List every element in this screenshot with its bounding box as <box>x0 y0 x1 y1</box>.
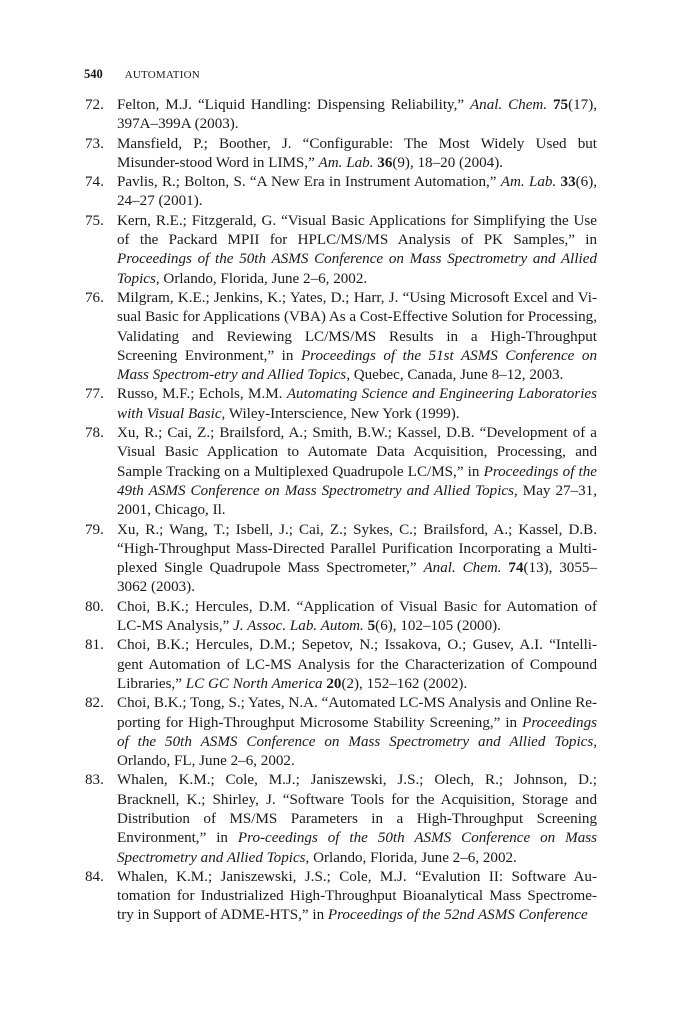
reference-item <box>85 424 597 520</box>
reference-number: 74. <box>85 174 104 191</box>
reference-segment: Pavlis, R.; Bolton, S. “A New Era in Instrument Automation,” <box>117 174 501 191</box>
italic-title: Automating Science and Engineering Laboratories with Visual Basic <box>117 386 597 422</box>
reference-number: 77. <box>85 386 104 403</box>
italic-title: Am. Lab. <box>318 154 374 171</box>
reference-text <box>117 637 597 692</box>
reference-number: 78. <box>85 425 104 442</box>
reference-segment: , May 27–31, 2001, Chicago, Il. <box>117 482 598 519</box>
volume-number: 36 <box>377 154 393 171</box>
reference-segment: Kern, R.E.; Fitzgerald, G. “Visual Basic Applications for Simplifying the Use of the Packard MPII for HPLC/MS/MS Analysis of PK Samples,” in <box>117 212 597 249</box>
italic-title: Am. Lab. <box>500 174 557 191</box>
volume-number: 20 <box>326 675 342 692</box>
reference-segment: Russo, M.F.; Echols, M.M. <box>117 386 287 403</box>
italic-title: Proceedings of the 50th ASMS Conference on Mass Spectrometry and Allied Topics <box>117 714 597 750</box>
reference-number: 72. <box>85 97 104 113</box>
reference-item <box>85 771 597 867</box>
reference-number: 73. <box>85 135 104 152</box>
reference-segment: Choi, B.K.; Hercules, D.M.; Sepetov, N.; Issakova, O.; Gusev, A.I. “Intelli-gent Automation of LC-MS Analysis for the Characterization of Compound Libraries,” <box>117 637 597 692</box>
reference-segment: Whalen, K.M.; Janiszewski, J.S.; Cole, M.J. “Evalution II: Software Au-tomation for Industrialized High-Throughput Bioanalytical Mass Spectrome-try in Support of ADME-HTS,” in <box>117 868 597 924</box>
reference-segment: Choi, B.K.; Hercules, D.M. “Application of Visual Basic for Automation of LC-MS Analysis,” <box>117 598 597 635</box>
reference-text <box>117 97 597 132</box>
section-title: AUTOMATION <box>124 69 200 81</box>
volume-number: 5 <box>367 618 376 635</box>
reference-item <box>85 289 597 385</box>
reference-segment: (13), 3055–3062 (2003). <box>117 560 597 596</box>
reference-segment: (2), 152–162 (2002). <box>341 675 468 692</box>
reference-text <box>117 772 597 865</box>
italic-title: Proceedings of the 49th ASMS Conference on Mass Spectrometry and Allied Topics <box>117 463 597 499</box>
italic-title: Anal. Chem. <box>423 560 502 577</box>
italic-title: Proceedings of the 51st ASMS Conference on Mass Spectrom-etry and Allied Topics <box>117 347 597 384</box>
reference-segment: , Orlando, Florida, June 2–6, 2002. <box>155 270 368 287</box>
reference-item <box>85 96 597 135</box>
reference-text <box>117 386 597 421</box>
reference-text <box>117 425 597 518</box>
italic-title: J. Assoc. Lab. Autom. <box>233 618 364 635</box>
reference-segment: Xu, R.; Cai, Z.; Brailsford, A.; Smith, B.W.; Kassel, D.B. “Development of a Visual Basic Application to Automate Data Acquisition, Processing, and Sample Tracking on a Multiplexed Quadrupole LC/MS,” in <box>117 425 597 480</box>
reference-text <box>117 136 597 171</box>
volume-number: 74 <box>508 560 524 577</box>
reference-item <box>85 694 597 771</box>
reference-segment: , Orlando, Florida, June 2–6, 2002. <box>305 849 517 866</box>
reference-number: 76. <box>85 289 104 306</box>
italic-title: Anal. Chem. <box>469 97 548 113</box>
reference-text <box>117 869 597 924</box>
italic-title: Pro-ceedings of the 50th ASMS Conference on Mass Spectrometry and Allied Topics <box>117 830 597 866</box>
reference-segment: Milgram, K.E.; Jenkins, K.; Yates, D.; Harr, J. “Using Microsoft Excel and Vi-sual Basic for Applications (VBA) As a Cost-Effective Solution for Processing, Validating and Reviewing LC/MS/MS Results in a High-Throughput Screening Environment,” in <box>117 289 597 364</box>
reference-item <box>85 212 597 289</box>
reference-number: 84. <box>85 868 104 885</box>
reference-text <box>117 290 597 383</box>
running-head <box>84 66 200 83</box>
reference-item <box>85 868 597 926</box>
reference-text <box>117 599 597 634</box>
reference-text <box>117 695 597 769</box>
reference-segment: , Quebec, Canada, June 8–12, 2003. <box>346 367 564 384</box>
reference-segment: Whalen, K.M.; Cole, M.J.; Janiszewski, J.S.; Olech, R.; Johnson, D.; Bracknell, K.; Shirley, J. “Software Tools for the Acquisition, Storage and Distribution of MS/MS Parameters in a High-Throughput Screening Environment,” in <box>117 772 597 847</box>
reference-item <box>85 173 597 212</box>
reference-item <box>85 636 597 694</box>
reference-segment: , Wiley-Interscience, New York (1999). <box>221 405 460 422</box>
reference-segment: , Orlando, FL, June 2–6, 2002. <box>117 733 597 770</box>
reference-number: 80. <box>85 598 104 615</box>
reference-segment: Xu, R.; Wang, T.; Isbell, J.; Cai, Z.; Sykes, C.; Brailsford, A.; Kassel, D.B. “High-Throughput Mass-Directed Parallel Purification Incorporating a Multi-plexed Single Quadrupole Mass Spectrometer,” <box>117 521 597 577</box>
italic-title: Proceedings of the 52nd ASMS Conference <box>327 907 588 924</box>
reference-number: 83. <box>85 772 104 789</box>
reference-segment: Felton, M.J. “Liquid Handling: Dispensing Reliability,” <box>117 97 470 113</box>
reference-segment: Choi, B.K.; Tong, S.; Yates, N.A. “Automated LC-MS Analysis and Online Re-porting for High-Throughput Microsome Stability Screening,” in <box>117 695 597 731</box>
reference-segment: (9), 18–20 (2004). <box>392 154 504 171</box>
page-number: 540 <box>84 67 103 81</box>
italic-title: LC GC North America <box>185 675 323 692</box>
reference-list <box>85 96 597 926</box>
reference-segment: Mansfield, P.; Boother, J. “Configurable: The Most Widely Used but Misunder-stood Word in LIMS,” <box>117 135 597 171</box>
reference-number: 81. <box>85 637 104 654</box>
reference-text <box>117 213 597 287</box>
reference-text <box>117 174 597 209</box>
reference-number: 79. <box>85 521 104 538</box>
reference-item <box>85 521 597 598</box>
reference-segment: (6), 102–105 (2000). <box>375 618 501 635</box>
reference-number: 82. <box>85 695 104 712</box>
reference-number: 75. <box>85 212 104 229</box>
italic-title: Proceedings of the 50th ASMS Conference on Mass Spectrometry and Allied Topics <box>117 251 597 287</box>
volume-number: 75 <box>552 97 569 113</box>
reference-text <box>117 522 597 596</box>
volume-number: 33 <box>560 174 576 191</box>
reference-segment: (17), 397A–399A (2003). <box>117 97 597 133</box>
reference-segment: (6), 24–27 (2001). <box>117 174 597 210</box>
reference-item <box>85 135 597 174</box>
reference-item <box>85 598 597 637</box>
reference-item <box>85 385 597 424</box>
